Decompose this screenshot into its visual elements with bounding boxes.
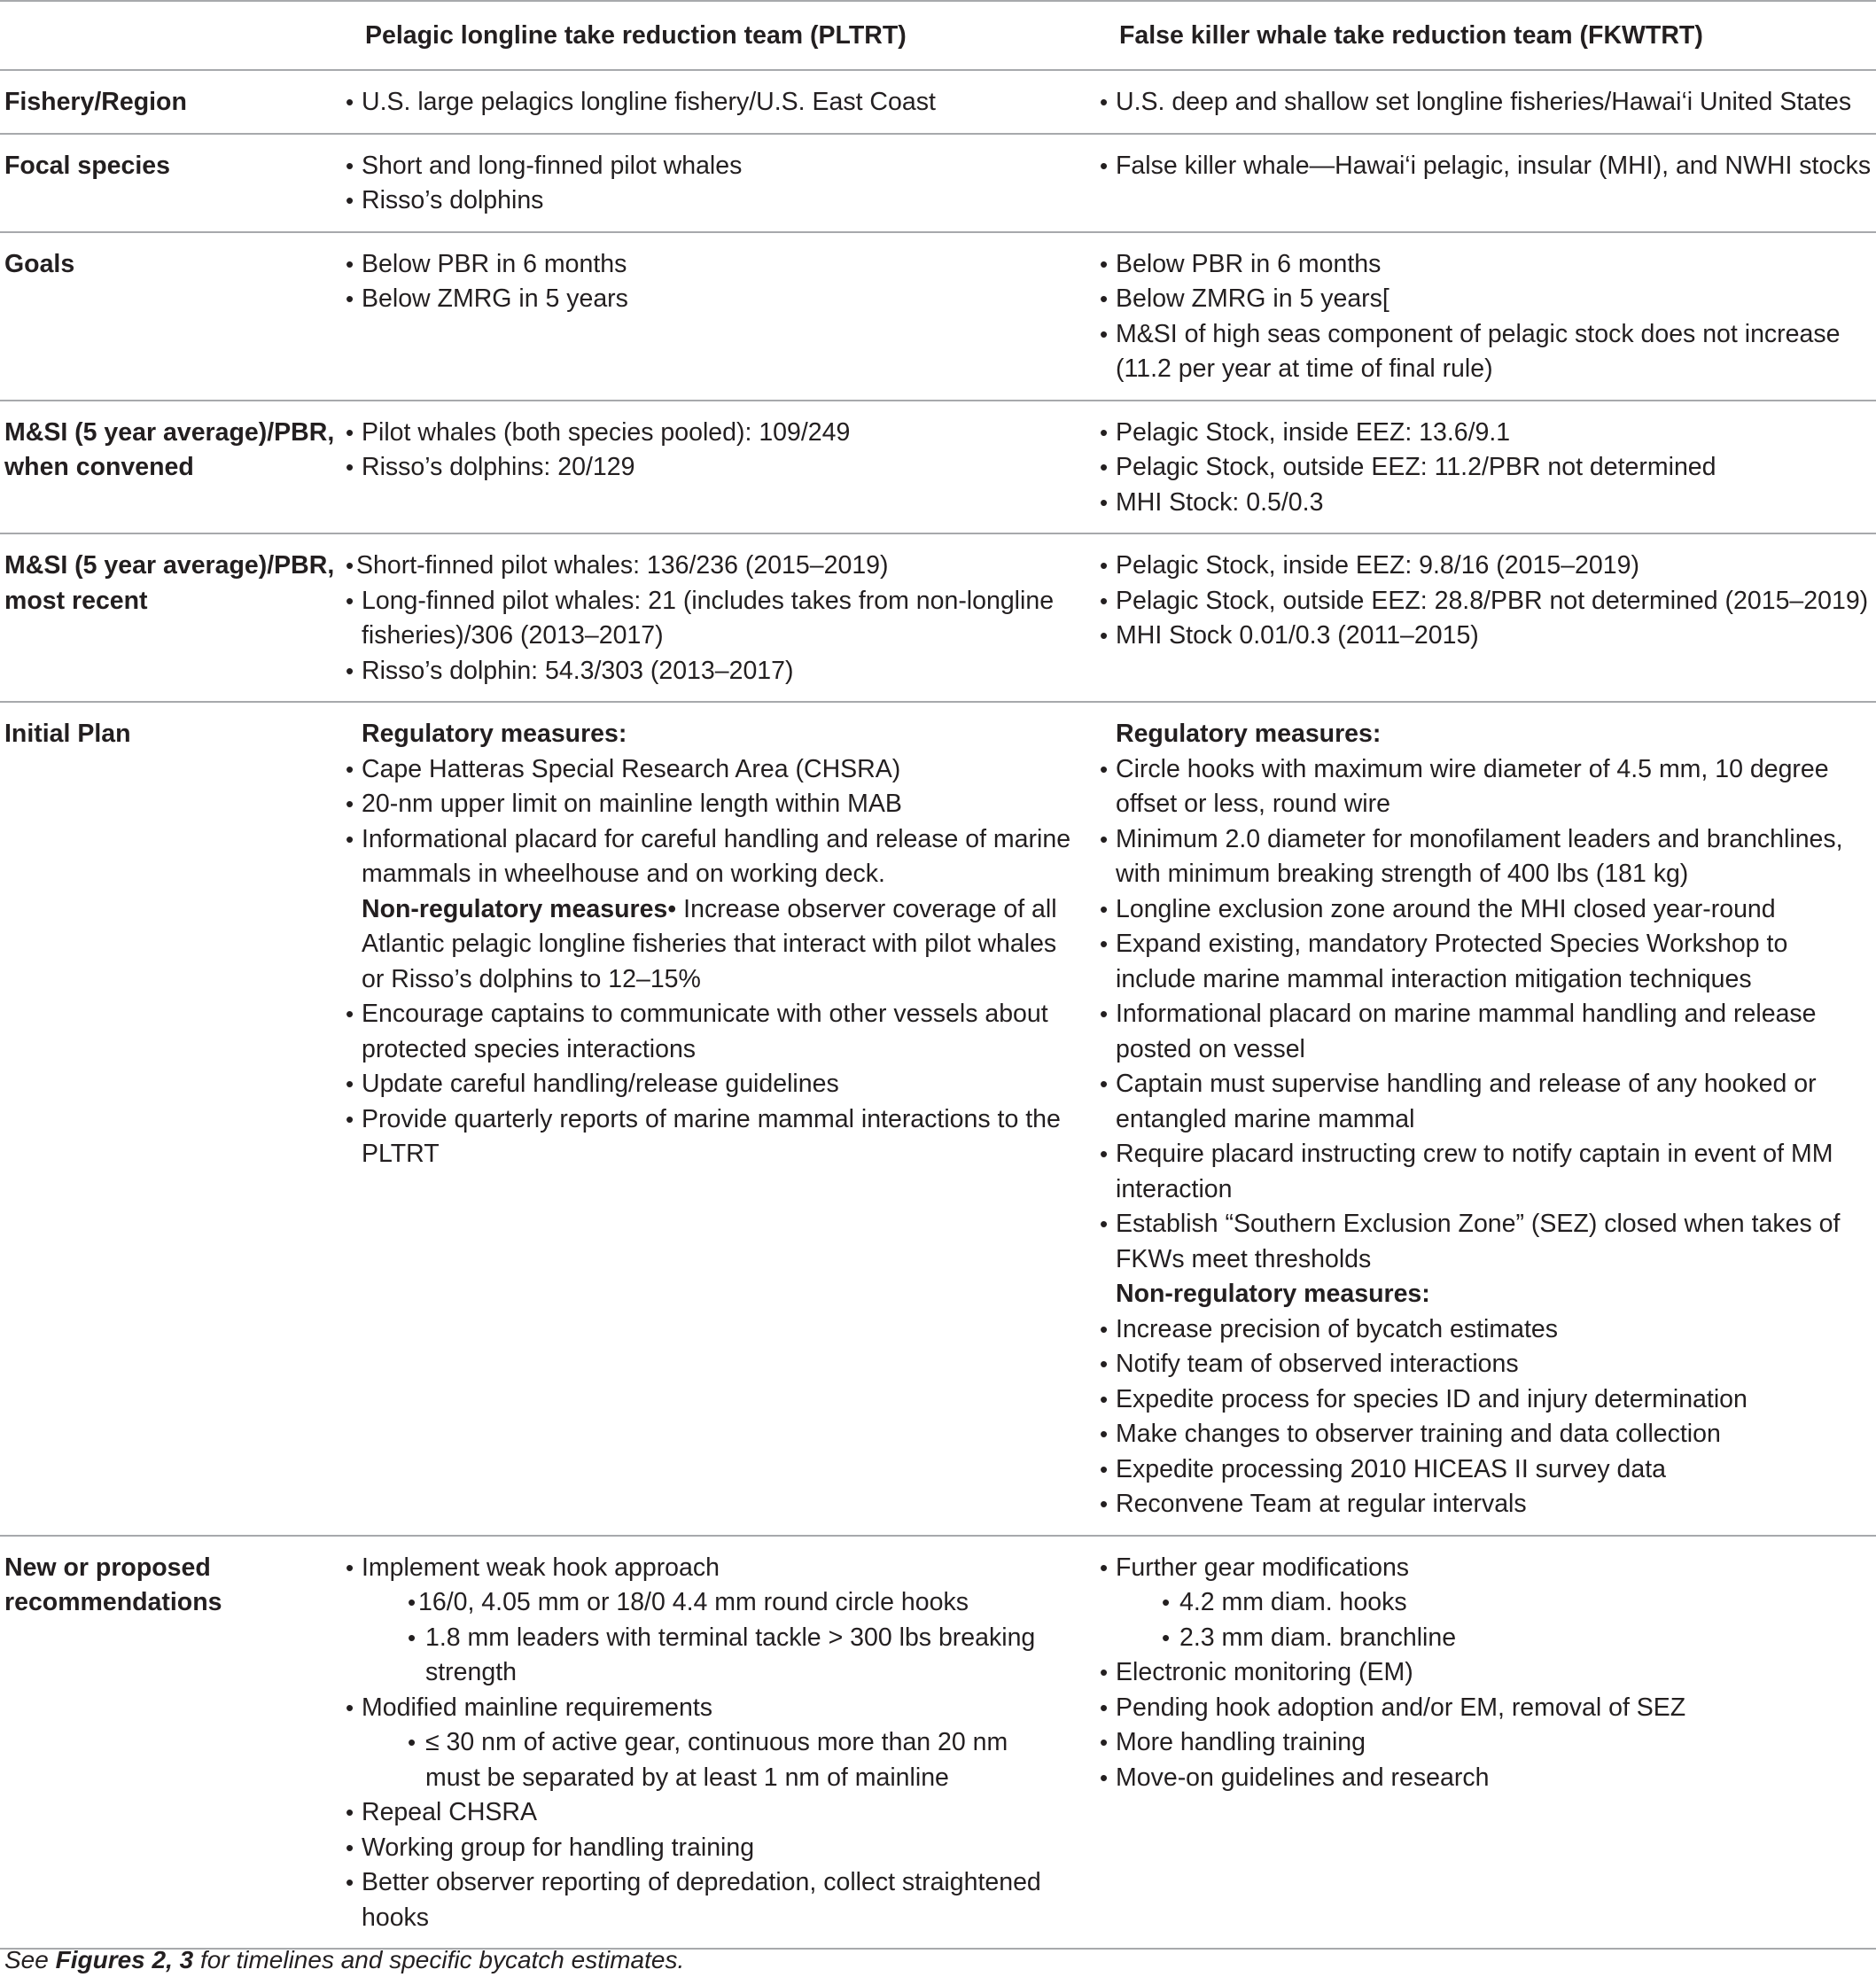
section-heading: Regulatory measures: bbox=[1116, 720, 1382, 748]
list-item: • Risso’s dolphin: 54.3/303 (2013–2017) bbox=[344, 654, 1097, 689]
table-row-focal-species bbox=[0, 134, 1876, 232]
list-item: include marine mammal interaction mitigation techniques bbox=[1116, 964, 1752, 993]
list-item: • Notify team of observed interactions bbox=[1098, 1347, 1872, 1382]
list-item: • Establish “Southern Exclusion Zone” (SEZ) closed when takes of bbox=[1098, 1207, 1872, 1242]
list-item: • Captain must supervise handling and release of any hooked or bbox=[1098, 1067, 1872, 1102]
table-row-goals bbox=[0, 232, 1876, 401]
header-empty-cell bbox=[0, 1, 346, 70]
section-heading: Non-regulatory measures: bbox=[1116, 1280, 1430, 1308]
fkwtrt-cell bbox=[1101, 702, 1876, 1536]
list-item: • Informational placard on marine mammal handling and release bbox=[1098, 997, 1872, 1032]
fkwtrt-cell bbox=[1101, 1536, 1876, 1950]
list-item: • Pelagic Stock, outside EEZ: 28.8/PBR not determined (2015–2019) bbox=[1098, 584, 1872, 619]
list-item: • Cape Hatteras Special Research Area (CHSRA) bbox=[344, 752, 1097, 788]
header-pltrt: Pelagic longline take reduction team (PLTRT) bbox=[365, 20, 907, 50]
caption-suffix: for timelines and specific bycatch estimates. bbox=[193, 1946, 685, 1973]
pltrt-cell bbox=[346, 533, 1101, 702]
list-item: • Below PBR in 6 months bbox=[344, 247, 1097, 283]
list-item: • Risso’s dolphins: 20/129 bbox=[344, 450, 1097, 486]
list-item: • Update careful handling/release guidelines bbox=[344, 1067, 1097, 1102]
row-label: Initial Plan bbox=[4, 720, 131, 748]
list-item: FKWs meet thresholds bbox=[1116, 1244, 1372, 1273]
list-item: • Expedite process for species ID and injury determination bbox=[1098, 1382, 1872, 1418]
pltrt-cell bbox=[346, 702, 1101, 1536]
list-item: • Circle hooks with maximum wire diameter of 4.5 mm, 10 degree bbox=[1098, 752, 1872, 788]
list-item: mammals in wheelhouse and on working deck. bbox=[362, 860, 885, 888]
list-item: • Below ZMRG in 5 years[ bbox=[1098, 282, 1872, 317]
section-heading bbox=[344, 892, 1097, 928]
list-item: • Longline exclusion zone around the MHI closed year-round bbox=[1098, 892, 1872, 928]
list-item: hooks bbox=[362, 1903, 430, 1932]
list-item: • Pilot whales (both species pooled): 109/249 bbox=[344, 416, 1097, 451]
list-item: • MHI Stock: 0.5/0.3 bbox=[1098, 486, 1872, 521]
pltrt-cell bbox=[346, 1536, 1101, 1950]
list-item: • Expand existing, mandatory Protected Species Workshop to bbox=[1098, 927, 1872, 962]
list-item: • Informational placard for careful handling and release of marine bbox=[344, 822, 1097, 858]
fkwtrt-cell bbox=[1101, 232, 1876, 401]
row-label: M&SI (5 year average)/PBR, most recent bbox=[4, 551, 335, 615]
table-row-fishery-region bbox=[0, 70, 1876, 134]
table-row-m-si-5-year-average-pbr-most-recent bbox=[0, 533, 1876, 702]
list-item: • Expedite processing 2010 HICEAS II survey data bbox=[1098, 1452, 1872, 1488]
header-fkwtrt: False killer whale take reduction team (FKWTRT) bbox=[1119, 20, 1703, 50]
list-item: • False killer whale—Hawai‘i pelagic, insular (MHI), and NWHI stocks bbox=[1098, 149, 1872, 184]
list-item: offset or less, round wire bbox=[1116, 790, 1390, 818]
list-item: • 2.3 mm diam. branchline bbox=[1098, 1621, 1872, 1656]
list-item: • Pelagic Stock, inside EEZ: 9.8/16 (2015–2019) bbox=[1098, 549, 1872, 584]
list-item: • Better observer reporting of depredation, collect straightened bbox=[344, 1865, 1097, 1901]
caption-prefix: See bbox=[4, 1946, 56, 1973]
row-label: New or proposed recommendations bbox=[4, 1553, 222, 1616]
list-item: • 20-nm upper limit on mainline length within MAB bbox=[344, 787, 1097, 822]
list-item: • More handling training bbox=[1098, 1725, 1872, 1761]
list-item: • Pelagic Stock, outside EEZ: 11.2/PBR not determined bbox=[1098, 450, 1872, 486]
list-item-text: • Increase observer coverage of all bbox=[667, 894, 1057, 923]
pltrt-cell bbox=[346, 70, 1101, 134]
fkwtrt-cell bbox=[1101, 401, 1876, 534]
list-item: entangled marine mammal bbox=[1116, 1104, 1415, 1133]
list-item: with minimum breaking strength of 400 lbs (181 kg) bbox=[1116, 860, 1689, 888]
list-item: • Further gear modifications bbox=[1098, 1551, 1872, 1586]
list-item: • MHI Stock 0.01/0.3 (2011–2015) bbox=[1098, 619, 1872, 654]
table-caption bbox=[4, 1946, 684, 1974]
list-item: • Encourage captains to communicate with other vessels about bbox=[344, 997, 1097, 1032]
list-item: • Working group for handling training bbox=[344, 1831, 1097, 1866]
list-item: • Short and long-finned pilot whales bbox=[344, 149, 1097, 184]
section-heading-text: Non-regulatory measures bbox=[362, 894, 668, 923]
list-item: Atlantic pelagic longline fisheries that interact with pilot whales bbox=[362, 930, 1057, 958]
table-row-new-or-proposed-recommendations bbox=[0, 1536, 1876, 1950]
section-heading: Regulatory measures: bbox=[362, 720, 627, 748]
list-item: • Reconvene Team at regular intervals bbox=[1098, 1487, 1872, 1522]
caption-figure-ref: Figures 2, 3 bbox=[55, 1946, 194, 1973]
list-item: • Minimum 2.0 diameter for monofilament leaders and branchlines, bbox=[1098, 822, 1872, 858]
list-item: fisheries)/306 (2013–2017) bbox=[362, 621, 664, 650]
list-item: • ≤ 30 nm of active gear, continuous more than 20 nm bbox=[344, 1725, 1097, 1761]
list-item: • Repeal CHSRA bbox=[344, 1795, 1097, 1831]
list-item: • Provide quarterly reports of marine mammal interactions to the bbox=[344, 1102, 1097, 1138]
pltrt-cell bbox=[346, 134, 1101, 232]
list-item: • Risso’s dolphins bbox=[344, 183, 1097, 219]
fkwtrt-cell bbox=[1101, 134, 1876, 232]
list-item: • U.S. large pelagics longline fishery/U.S. East Coast bbox=[344, 85, 1097, 121]
list-item: PLTRT bbox=[362, 1140, 440, 1168]
list-item: interaction bbox=[1116, 1174, 1233, 1203]
list-item: protected species interactions bbox=[362, 1034, 697, 1063]
list-item: • Make changes to observer training and data collection bbox=[1098, 1417, 1872, 1452]
row-label: Fishery/Region bbox=[4, 88, 187, 116]
list-item: • Modified mainline requirements bbox=[344, 1691, 1097, 1726]
list-item: • 16/0, 4.05 mm or 18/0 4.4 mm round circle hooks bbox=[344, 1585, 1097, 1621]
list-item: • Long-finned pilot whales: 21 (includes takes from non-longline bbox=[344, 584, 1097, 619]
list-item: strength bbox=[425, 1658, 517, 1686]
list-item: • Below PBR in 6 months bbox=[1098, 247, 1872, 283]
list-item: posted on vessel bbox=[1116, 1034, 1305, 1063]
list-item: • 1.8 mm leaders with terminal tackle > 300 lbs breaking bbox=[344, 1621, 1097, 1656]
list-item: • Short-finned pilot whales: 136/236 (2015–2019) bbox=[344, 549, 1097, 584]
pltrt-cell bbox=[346, 232, 1101, 401]
list-item: • Require placard instructing crew to notify captain in event of MM bbox=[1098, 1137, 1872, 1172]
list-item: (11.2 per year at time of final rule) bbox=[1116, 354, 1493, 383]
table-row-m-si-5-year-average-pbr-when-convened bbox=[0, 401, 1876, 534]
row-label: Focal species bbox=[4, 151, 170, 180]
list-item: • Below ZMRG in 5 years bbox=[344, 282, 1097, 317]
list-item: • Electronic monitoring (EM) bbox=[1098, 1655, 1872, 1691]
list-item: • Move-on guidelines and research bbox=[1098, 1761, 1872, 1796]
list-item: • Increase precision of bycatch estimates bbox=[1098, 1312, 1872, 1348]
list-item: • Pending hook adoption and/or EM, removal of SEZ bbox=[1098, 1691, 1872, 1726]
list-item: must be separated by at least 1 nm of mainline bbox=[425, 1763, 949, 1792]
table-header-row bbox=[0, 1, 1876, 70]
table-row-initial-plan bbox=[0, 702, 1876, 1536]
row-label: Goals bbox=[4, 249, 75, 278]
list-item: • Implement weak hook approach bbox=[344, 1551, 1097, 1586]
list-item: • U.S. deep and shallow set longline fisheries/Hawai‘i United States bbox=[1098, 85, 1872, 121]
list-item: • Pelagic Stock, inside EEZ: 13.6/9.1 bbox=[1098, 416, 1872, 451]
list-item: • M&SI of high seas component of pelagic stock does not increase bbox=[1098, 317, 1872, 353]
row-label: M&SI (5 year average)/PBR, when convened bbox=[4, 417, 335, 481]
fkwtrt-cell bbox=[1101, 70, 1876, 134]
list-item: or Risso’s dolphins to 12–15% bbox=[362, 964, 701, 993]
pltrt-cell bbox=[346, 401, 1101, 534]
list-item: • 4.2 mm diam. hooks bbox=[1098, 1585, 1872, 1621]
fkwtrt-cell bbox=[1101, 533, 1876, 702]
